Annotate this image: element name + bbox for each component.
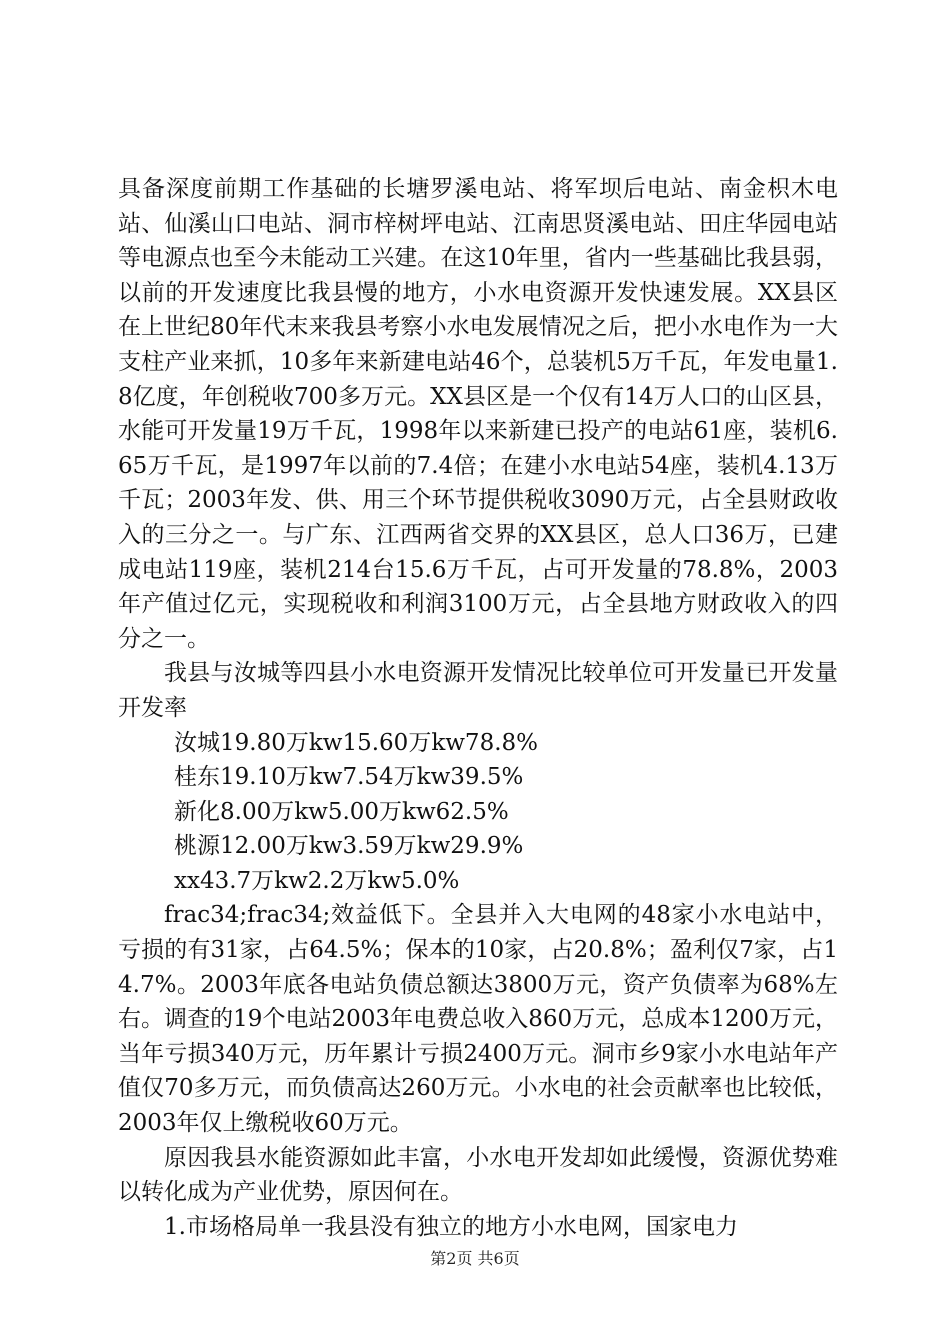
table-row: 桃源12.00万kw3.59万kw29.9% [174, 833, 524, 860]
table-row: xx43.7万kw2.2万kw5.0% [174, 867, 460, 894]
document-body [118, 172, 838, 1244]
paragraph-low-efficiency: frac34;frac34;效益低下。全县并入大电网的48家小水电站中，亏损的有31家，占64.5%；保本的10家，占20.8%；盈利仅7家，占14.7%。2003年底各电站负债总额达3800万元，资产负债率为68%左右。调查的19个电站2003年电费总收入860万元，总成本1200万元，当年亏损340万元，历年累计亏损2400万元。洞市乡9家小水电站年产值仅70多万元，而负债高达260万元。小水电的社会贡献率也比较低，2003年仅上缴税收60万元。 [118, 902, 838, 1137]
paragraph-market-structure: 1.市场格局单一我县没有独立的地方小水电网，国家电力 [164, 1213, 738, 1240]
table-row: 桂东19.10万kw7.54万kw39.5% [174, 764, 524, 791]
comparison-table [118, 726, 838, 899]
page-footer: 第2页 共6页 [430, 1249, 520, 1268]
table-row: 新化8.00万kw5.00万kw62.5% [174, 798, 509, 825]
paragraph-hydropower-comparison: 具备深度前期工作基础的长塘罗溪电站、将军坝后电站、南金枳木电站、仙溪山口电站、洞市梓树坪电站、江南思贤溪电站、田庄华园电站等电源点也至今未能动工兴建。在这10年里，省内一些基础比我县弱，以前的开发速度比我县慢的地方，小水电资源开发快速发展。XX县区在上世纪80年代末来我县考察小水电发展情况之后，把小水电作为一大支柱产业来抓，10多年来新建电站46个，总装机5万千瓦，年发电量1.8亿度，年创税收700多万元。XX县区是一个仅有14万人口的山区县，水能可开发量19万千瓦，1998年以来新建已投产的电站61座，装机6.65万千瓦，是1997年以前的7.4倍；在建小水电站54座，装机4.13万千瓦；2003年发、供、用三个环节提供税收3090万元，占全县财政收入的三分之一。与广东、江西两省交界的XX县区，总人口36万，已建成电站119座，装机214台15.6万千瓦，占可开发量的78.8%，2003年产值过亿元，实现税收和利润3100万元，占全县地方财政收入的四分之一。 [118, 176, 838, 652]
paragraph-reasons: 原因我县水能资源如此丰富，小水电开发却如此缓慢，资源优势难以转化成为产业优势，原因何在。 [118, 1144, 838, 1206]
table-row: 汝城19.80万kw15.60万kw78.8% [174, 729, 539, 756]
paragraph-table-heading: 我县与汝城等四县小水电资源开发情况比较单位可开发量已开发量开发率 [118, 660, 838, 721]
